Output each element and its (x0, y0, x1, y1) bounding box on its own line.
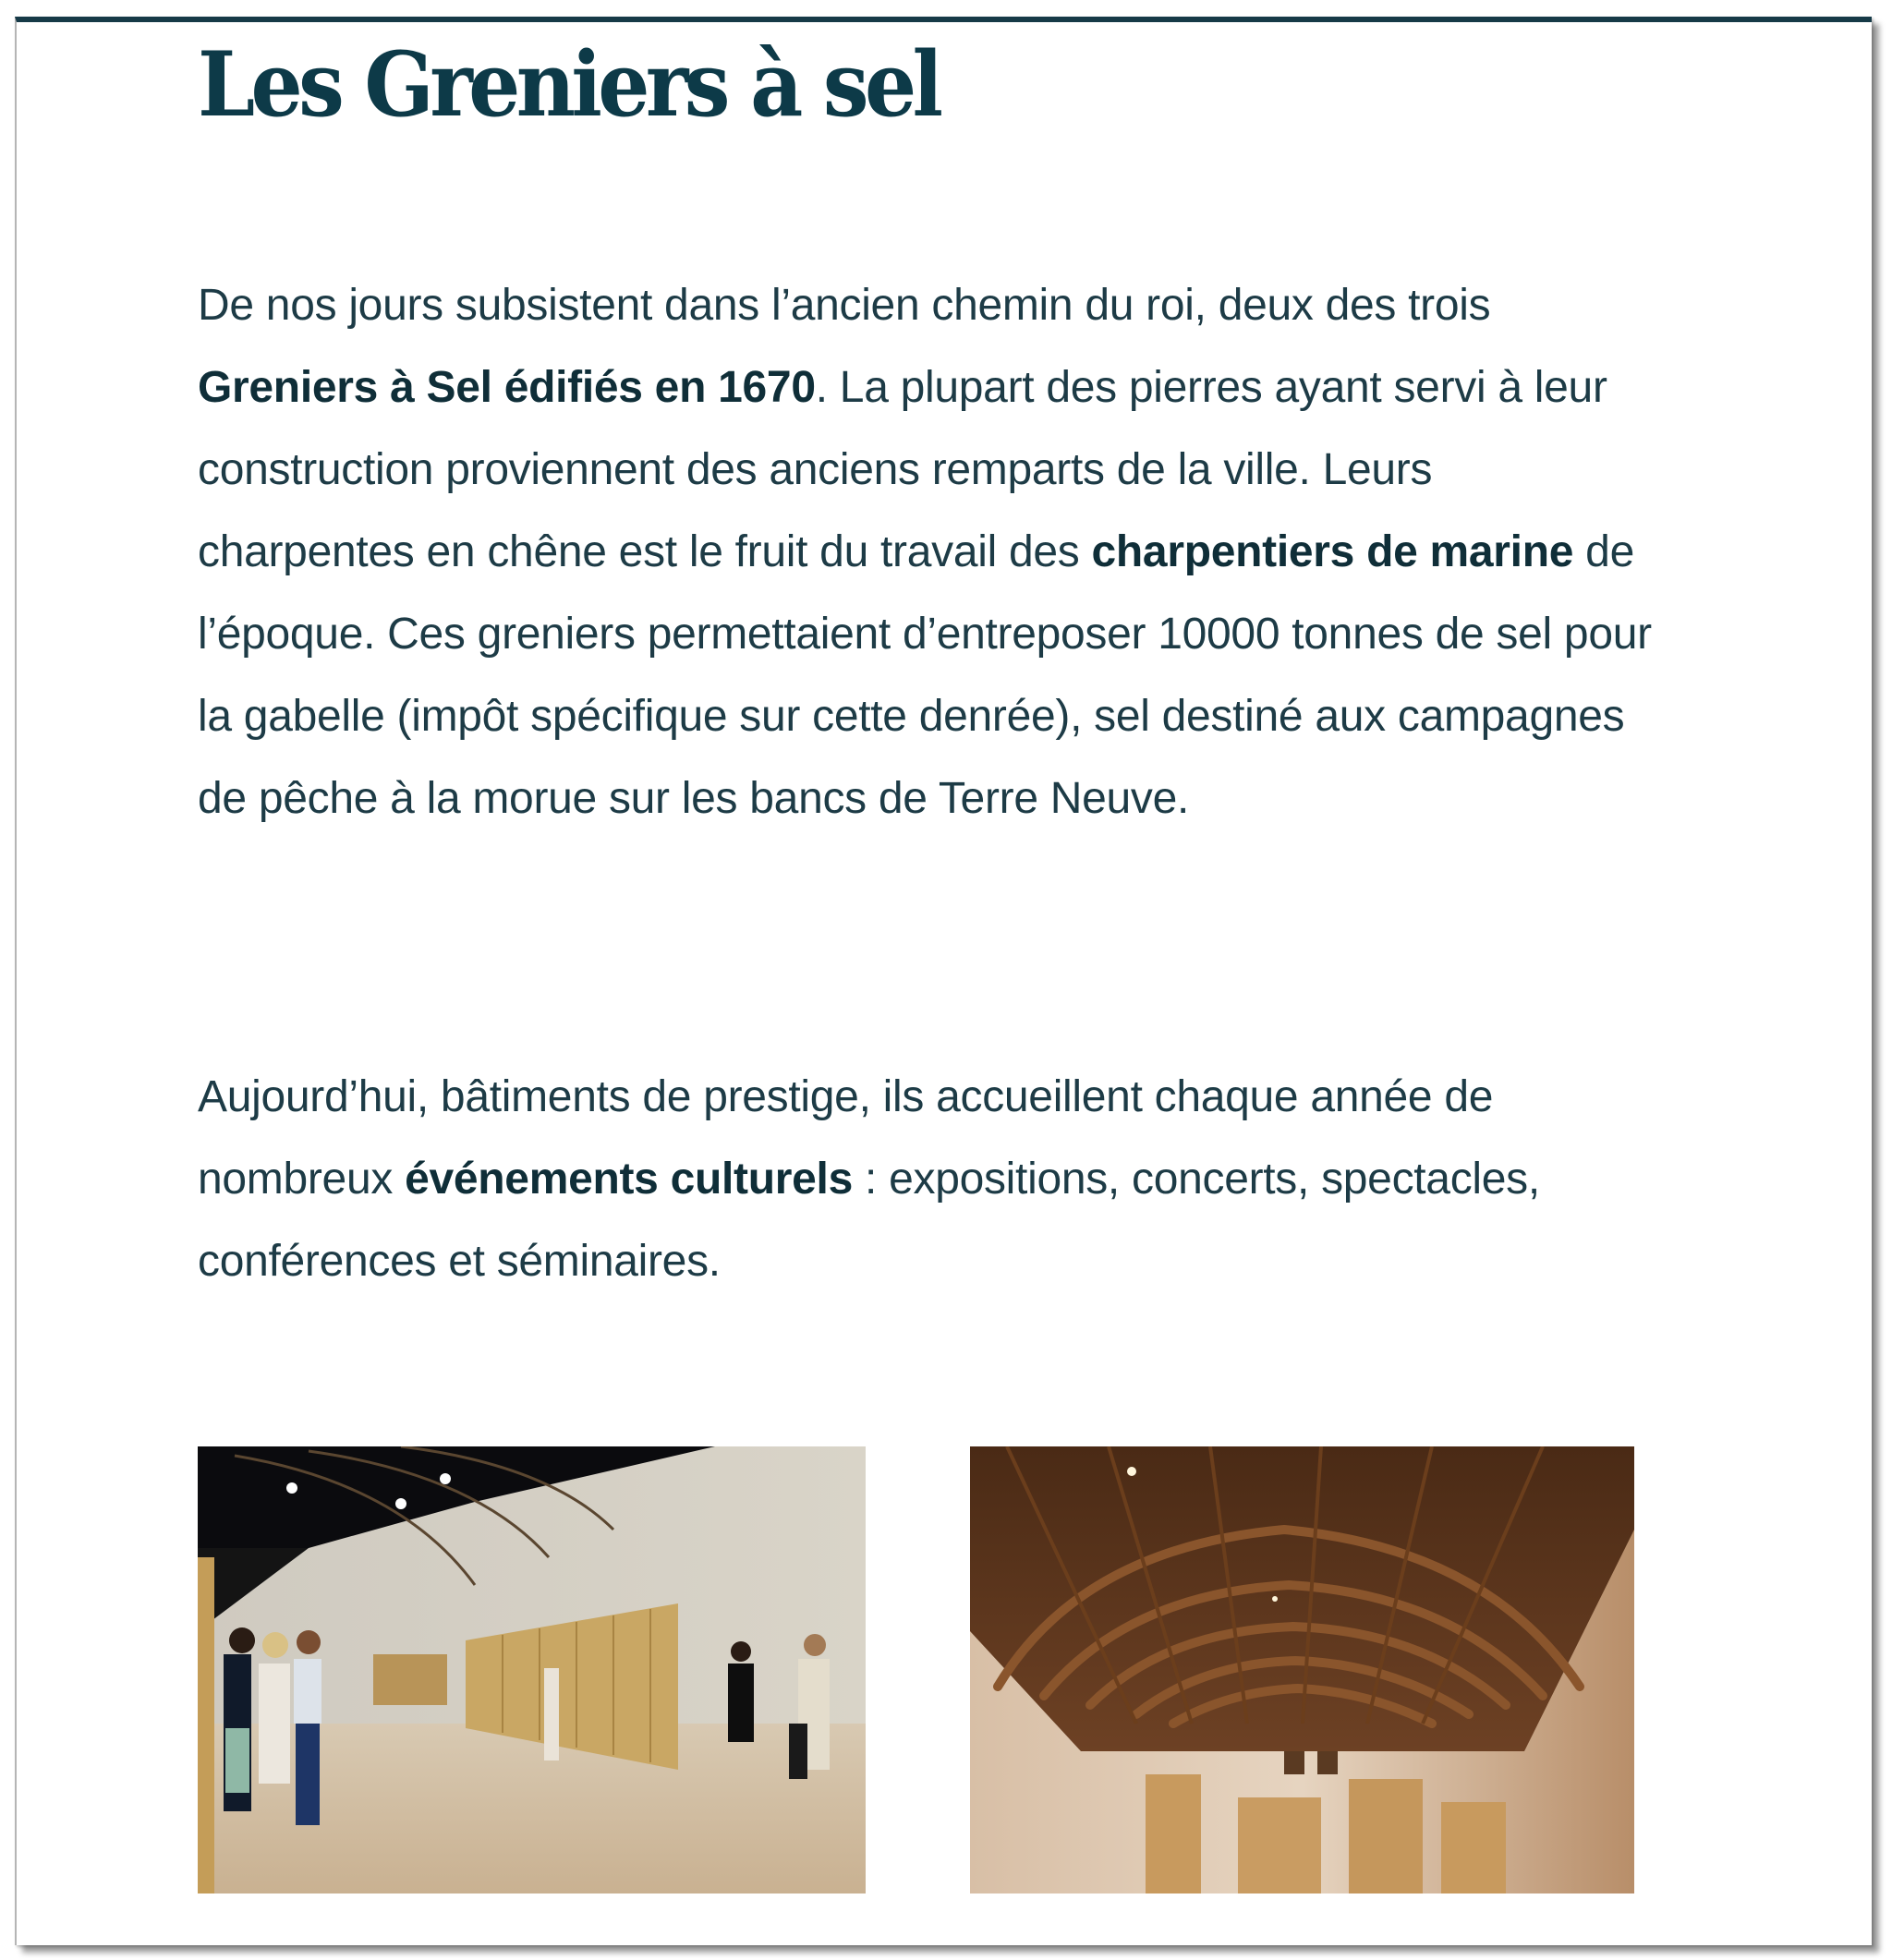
page-title: Les Greniers à sel (198, 32, 940, 137)
roof-framework-image (970, 1446, 1634, 1893)
bold-text-greniers: Greniers à Sel édifiés en 1670 (198, 363, 816, 412)
article-frame (15, 17, 1872, 1945)
text-segment: de l’époque. Ces greniers permettaient d’entreposer 10000 tonnes de sel pour la gabelle (impôt spécifique sur cette denrée), sel destiné aux campagnes de pêche à la morue sur les bancs de Terre Neuve. (198, 527, 1652, 823)
bold-text-charpentiers: charpentiers de marine (1091, 527, 1574, 576)
exhibition-image (198, 1446, 866, 1893)
paragraph-today (198, 1056, 1657, 1302)
photo-roof-framework[interactable] (970, 1446, 1634, 1893)
photo-exhibition[interactable] (198, 1446, 866, 1893)
paragraph-history (198, 264, 1657, 840)
text-segment: Aujourd’hui, bâtiments de prestige, ils accueillent chaque année de nombreux (198, 1072, 1494, 1204)
text-segment: : expositions, concerts, spectacles, conférences et séminaires. (198, 1155, 1540, 1286)
text-segment: . La plupart des pierres ayant servi à leur construction proviennent des anciens remparts de la ville. Leurs charpentes en chêne est le fruit du travail des (198, 363, 1607, 576)
text-segment: De nos jours subsistent dans l’ancien chemin du roi, deux des trois (198, 281, 1491, 330)
bold-text-evenements: événements culturels (405, 1155, 853, 1204)
